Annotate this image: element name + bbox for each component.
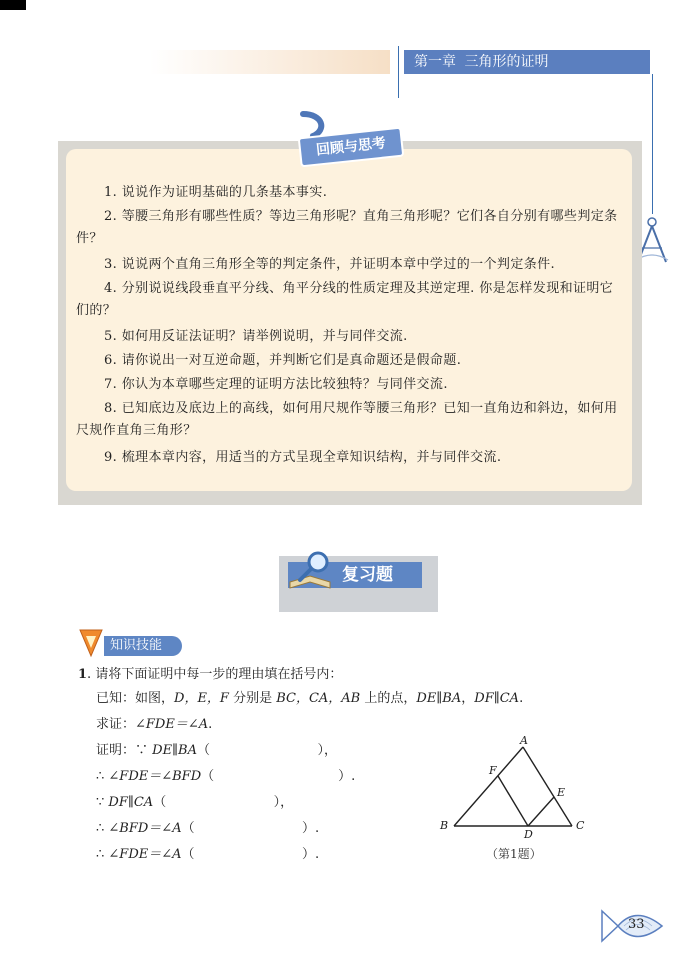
proof-step bbox=[96, 740, 337, 762]
pencil-icon bbox=[78, 628, 104, 658]
vertex-label-c: C bbox=[576, 819, 585, 832]
triangle-figure bbox=[430, 734, 600, 838]
vertex-label-b: B bbox=[440, 819, 449, 832]
given-text: 分别是 bbox=[228, 691, 277, 706]
figure-caption: （第1题） bbox=[486, 847, 542, 861]
exercise-title: 复习题 bbox=[342, 565, 393, 585]
prove-end: . bbox=[208, 717, 213, 732]
proof-step bbox=[96, 766, 355, 788]
review-item: 4. 分别说说线段垂直平分线、角平分线的性质定理及其逆定理. 你是怎样发现和证明它们的？ bbox=[76, 281, 614, 318]
proof-lead: ∴ bbox=[96, 821, 109, 836]
corner-mark bbox=[0, 0, 26, 10]
given-text: 上的点， bbox=[360, 691, 417, 706]
given-parallel: DF∥CA bbox=[474, 691, 520, 706]
question-number: 1 bbox=[78, 667, 88, 682]
proof-statement: DE∥BA bbox=[152, 743, 197, 758]
header-fade bbox=[150, 50, 390, 74]
given-text: . bbox=[519, 691, 524, 706]
segment-fd bbox=[498, 776, 528, 826]
segment-de bbox=[528, 797, 554, 826]
prove-prefix: 求证： bbox=[96, 717, 136, 732]
margin-line bbox=[652, 74, 653, 214]
page-number-badge bbox=[596, 903, 668, 949]
proof-lead: ∴ bbox=[96, 769, 109, 784]
given-prefix: 已知：如图， bbox=[96, 691, 175, 706]
magnifier-book-icon bbox=[284, 548, 340, 592]
given-segments: BC，CA，AB bbox=[276, 691, 361, 706]
review-item: 1. 说说作为证明基础的几条基本事实. bbox=[104, 185, 328, 200]
point-label-e: E bbox=[557, 786, 566, 799]
review-item: 6. 请你说出一对互逆命题，并判断它们是真命题还是假命题. bbox=[104, 353, 462, 368]
proof-statement: DF∥CA bbox=[108, 795, 154, 810]
given-parallel: DE∥BA bbox=[416, 691, 462, 706]
proof-lead: ∴ bbox=[96, 847, 109, 862]
proof-statement: ∠BFD＝∠A bbox=[108, 821, 182, 836]
reason-blank[interactable]: （ ）. bbox=[181, 847, 320, 862]
proof-lead: 证明：∵ bbox=[96, 743, 153, 758]
header-divider-line bbox=[398, 46, 399, 98]
reason-blank[interactable]: （ ）， bbox=[153, 795, 294, 810]
review-item: 5. 如何用反证法证明？请举例说明，并与同伴交流. bbox=[104, 329, 408, 344]
prove-expression: ∠FDE＝∠A bbox=[135, 717, 209, 732]
review-item: 3. 说说两个直角三角形全等的判定条件，并证明本章中学过的一个判定条件. bbox=[104, 257, 556, 272]
point-label-d: D bbox=[524, 828, 533, 838]
given-text: ， bbox=[461, 691, 475, 706]
reason-blank[interactable]: （ ）. bbox=[181, 821, 320, 836]
vertex-label-a: A bbox=[520, 734, 528, 747]
proof-statement: ∠FDE＝∠A bbox=[108, 847, 182, 862]
proof-step bbox=[96, 818, 319, 840]
skill-section-tag: 知识技能 bbox=[104, 636, 182, 656]
reason-blank[interactable]: （ ）. bbox=[201, 769, 356, 784]
prove-statement bbox=[96, 714, 212, 736]
given-points: D，E，F bbox=[174, 691, 229, 706]
proof-statement: ∠FDE＝∠BFD bbox=[108, 769, 202, 784]
proof-lead: ∵ bbox=[96, 795, 109, 810]
question-1-stem: 1. 请将下面证明中每一步的理由填在括号内： bbox=[78, 667, 343, 682]
proof-step bbox=[96, 792, 293, 814]
chapter-title: 第一章 三角形的证明 bbox=[404, 50, 650, 74]
given-statement bbox=[96, 688, 523, 710]
review-item: 2. 等腰三角形有哪些性质？等边三角形呢？直角三角形呢？它们各自分别有哪些判定条件？ bbox=[76, 209, 618, 246]
page-number: 33 bbox=[628, 917, 645, 932]
side-ab bbox=[454, 747, 523, 826]
review-item: 9. 梳理本章内容，用适当的方式呈现全章知识结构，并与同伴交流. bbox=[104, 450, 502, 465]
review-item: 8. 已知底边及底边上的高线，如何用尺规作等腰三角形？已知一直角边和斜边，如何用尺规作直角三角形？ bbox=[76, 401, 618, 438]
reason-blank[interactable]: （ ）， bbox=[197, 743, 337, 758]
review-badge bbox=[283, 110, 401, 162]
proof-step bbox=[96, 844, 319, 866]
review-badge-label: 回顾与思考 bbox=[298, 127, 405, 168]
point-label-f: F bbox=[489, 764, 497, 777]
question-stem-text: 请将下面证明中每一步的理由填在括号内： bbox=[95, 667, 343, 682]
review-item: 7. 你认为本章哪些定理的证明方法比较独特？与同伴交流. bbox=[104, 377, 448, 392]
